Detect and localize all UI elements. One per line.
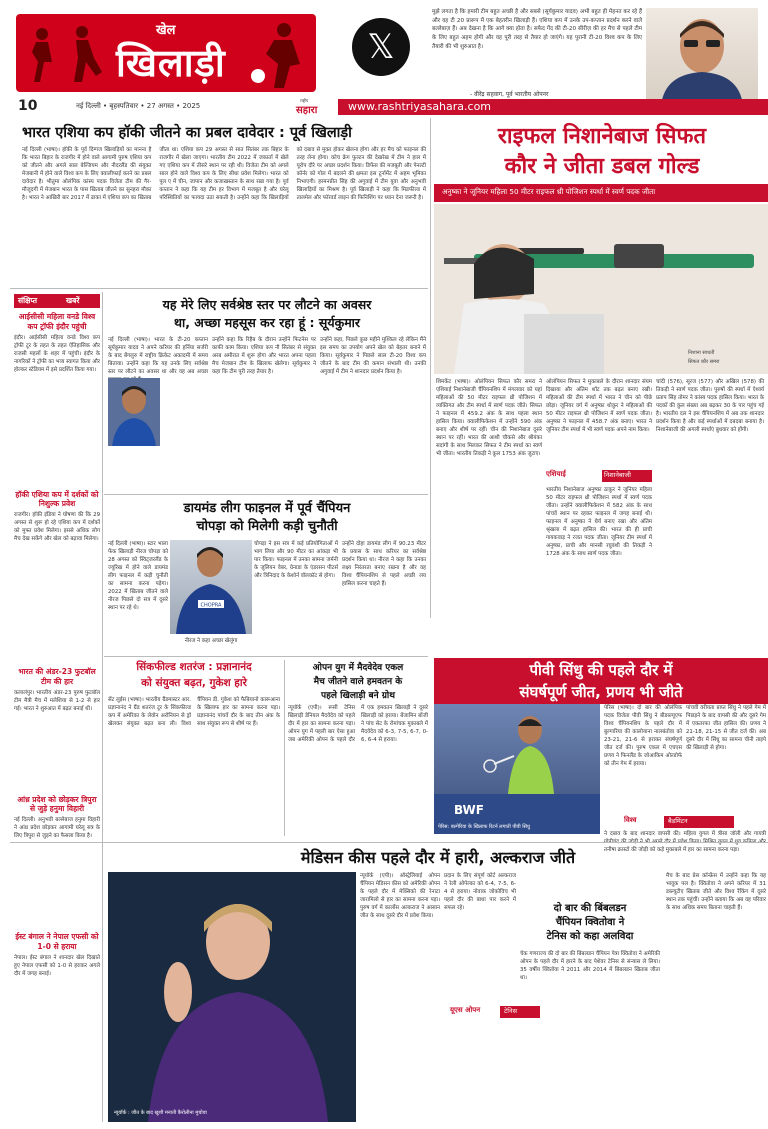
hockey-text: नई दिल्ली (भाषा)। हॉकी के पूर्व दिग्गज खिलाड़ियों का मानना है कि भारत बिहार के राजगीर में होने वाले आगामी पुरुष एशिया कप को जीतने और अगले साल बेल्जियम और नीदरलैंड की संयुक्त मेजबानी में होने वाले विश्व कप के लिए क्वालीफाई करने का प्रबल दावेदार है। भीतुमा ओलंपिक कांस्य पदक विजेता टीम की गैर-मौजूदगी में मेजबान भारत के पास खिताब जीतने का सुनहरा मौका है। भारत ने आखिरी बार 2017 में ढाका में एशिया कप का खिताब जीता था। एशिया कप 29 अगस्त से सात सितंबर तक बिहार के राजगीर में खेला जाएगा। भारतीय टीम 2022 में जकार्ता में खेले गए एशिया कप में तीसरे स्थान पर रही थी। विजेता टीम को अगले साल होने वाले विश्व कप के लिए सीधा प्रवेश मिलेगा। भारत को पूल ए में चीन, जापान और कजाखस्तान के साथ रखा गया है। पूर्व कप्तान ने कहा कि यह टीम हर विभाग में मजबूत है और घरेलू परिस्थितियों का फायदा उठा सकती है। उन्होंने कहा कि खिलाड़ियों को दबाव से मुक्त होकर खेलना होगा और हर मैच को फाइनल की तरह लेना होगा। कोच क्रेग फुल्टन की देखरेख में टीम ने हाल में यूरोप दौरे पर अच्छा प्रदर्शन किया। डिफेंस की मजबूती और पेनल्टी कॉर्नर को गोल में बदलने की क्षमता इस टूर्नामेंट में अहम भूमिका निभाएगी। हरमनप्रीत सिंह की अगुवाई में टीम युवा और अनुभवी खिलाड़ियों का मिश्रण है। पूर्व खिलाड़ी ने कहा कि मिडफील्ड में तालमेल और फॉरवर्ड लाइन की फिनिशिंग पर ध्यान देना जरूरी है।: [22, 147, 426, 201]
page-bar: [0, 98, 768, 116]
brief-body: नेपाल। ईस्ट बंगाल ने शानदार खेल दिखाते हुए नेपाल एफसी को 1-0 से हराकर अगले दौर में जगह बनाई।: [14, 954, 100, 977]
surya-divider: [104, 494, 428, 495]
alcaraz-body-1: न्यूयॉर्क (एपी)। ऑस्ट्रेलियाई ओपन चैंपियन मेडिसन कीस को अमेरिकी ओपन के पहले दौर में मेक्सिको की रेनाटा जारामिलो से हार का सामना करना पड़ा। पुरुष वर्ग में कार्लोस अल्कराज ने आसान जीत के साथ दूसरे दौर में प्रवेश किया।: [360, 873, 440, 919]
usopen-headline-3: पहले खिलाड़ी बने ग्रोथ: [321, 691, 395, 701]
shooting-caption-1: निशाना साधतीं: [688, 350, 715, 356]
chess-body: सेंट लुईस (भाषा)। भारतीय ग्रैंडमास्टर आर. प्रज्ञानानंद ने ग्रैंड शतरंज टूर के सिंकफील्ड कप में अमेरिका के लेवोन अरोनियन से ड्रॉ खेलकर संयुक्त बढ़त बना ली। विश्व चैंपियन डी. गुकेश को फैबियानो कारूआना के खिलाफ हार का सामना करना पड़ा। प्रज्ञानानंद पांचवें दौर के बाद तीन अंक के साथ संयुक्त रूप से शीर्ष पर हैं।: [108, 697, 280, 727]
shooting-caption-2: सिफत कौर समरा: [688, 359, 720, 365]
shooting-subhead: अनुष्का ने जूनियर महिला 50 मीटर राइफल थ्री पोजिशन स्पर्धा में स्वर्ण पदक जीता: [442, 187, 656, 196]
alcaraz-body-2: प्रदान के लिए संपूर्ण कोर्ट अल्कराज ने रेली ओपेल्का को 6-4, 7-5, 6-4 से हराया। नोवाक जोकोविच भी पहले दौर की बाधा पार करने में सफल रहे।: [444, 873, 516, 911]
usopen-headline-1: ओपन युग में मैदवेदेव एकल: [312, 663, 404, 673]
svg-text:BWF: BWF: [454, 803, 484, 817]
hockey-headline: भारत एशिया कप हॉकी जीतने का प्रबल दावेदार : पूर्व खिलाड़ी: [22, 125, 352, 141]
brief-tab-right: खबरें: [66, 296, 80, 305]
chess-divider: [284, 660, 285, 836]
sindhu-photo: [434, 704, 600, 834]
shooting-body-1: शिमकेंट (भाषा)। ओलंपियन सिफत कौर समरा ने एशियाई निशानेबाजी चैंपियनशिप में मंगलवार को यहां महिलाओं की 50 मीटर राइफल थ्री पोजिशन में व्यक्तिगत और टीम स्पर्धा में स्वर्ण पदक जीते। सिफत ने फाइनल में 459.2 अंक के साथ पहला स्थान हासिल किया। क्वालीफिकेशन में उन्होंने 590 अंक बनाए और शीर्ष पर रहीं। चीन की निशानेबाज दूसरे स्थान पर रहीं। भारत की आशी चौकसे और श्रीयंका सदांगी के साथ मिलकर सिफत ने टीम स्पर्धा का स्वर्ण भी जीता। भारतीय तिकड़ी ने कुल 1753 अंक जुटाए।: [436, 379, 542, 457]
brief-items: [14, 312, 100, 1117]
sindhu-tag-left: विश्व: [624, 816, 637, 824]
brief-item: [14, 932, 100, 1054]
sports-silhouettes-icon: [22, 22, 112, 86]
kvitova-sub: [520, 900, 660, 942]
neeraj-headline-2: चोपड़ा को मिलेगी कड़ी चुनौती: [196, 519, 338, 534]
neeraj-body-3: उन्होंने दोहा डायमंड लीग में 90.23 मीटर के प्रयास के साथ करियर का सर्वश्रेष्ठ प्रदर्शन किया था। नीरज ने कहा कि उनका लक्ष्य निरंतरता बनाए रखना है और वह विश्व चैंपियनशिप से पहले अच्छी लय हासिल करना चाहते हैं।: [342, 541, 426, 587]
brief-body: राजगीर। हॉकी इंडिया ने घोषणा की कि 29 अगस्त से शुरू हो रहे एशिया कप में दर्शकों को मुफ्त प्रवेश मिलेगा। इससे अधिक लोग मैच देख सकेंगे और खेल को बढ़ावा मिलेगा।: [14, 512, 100, 542]
alcaraz-body-4: मैच के बाद प्रेस कॉन्फ्रेंस में उन्होंने कहा कि यह भावुक पल है। क्वितोवा ने अपने करियर में 31 डब्ल्यूटीए खिताब जीते और विश्व रैंकिंग में दूसरे स्थान तक पहुंचीं। उन्होंने बताया कि अब वह परिवार के साथ अधिक समय बिताना चाहती हैं।: [666, 873, 766, 911]
sindhu-headline-1: पीवी सिंधु की पहले दौर में: [434, 658, 768, 682]
surya-body-3: उन्होंने कहा, पिछले कुछ महीने मुश्किल रहे लेकिन मैंने इस समय का उपयोग अपने खेल को बेहतर बनाने में किया। सूर्यकुमार ने पिछले साल टी-20 विश्व कप जीतने के बाद टीम की कमान संभाली थी। उनकी अगुवाई में टीम ने शानदार प्रदर्शन किया है।: [320, 337, 426, 375]
sindhu-tag: [604, 816, 768, 828]
shooting-photo: [434, 204, 768, 374]
sindhu-body-2: पांचवीं वरीयता प्राप्त सिंधु ने पहले गेम में पिछड़ने के बाद वापसी की और दूसरे गेम में एकतरफा जीत हासिल की। प्रणय ने 21-18, 21-15 से जीत दर्ज की। अब दूसरे दौर में सिंधु का सामना चीनी ताइपे की खिलाड़ी से होगा।: [686, 705, 766, 751]
brief-item: [14, 312, 100, 484]
athlete-silhouette-icon: [244, 20, 312, 90]
brief-body: नई दिल्ली। अनुभवी बल्लेबाज हनुमा विहारी ने आंध्र प्रदेश छोड़कर आगामी घरेलू सत्र के लिए त्रिपुरा से जुड़ने का फैसला किया है।: [14, 817, 100, 839]
brand-small: राष्ट्रीय: [300, 98, 309, 103]
shooting-headline-2: कौर ने जीता डबल गोल्ड: [504, 154, 700, 179]
sindhu-body-1: पेरिस (भाषा)। दो बार की ओलंपिक पदक विजेता पीवी सिंधु ने बीडब्ल्यूएफ विश्व चैंपियनशिप के पहले दौर में बुल्गारिया की कालोयाना नालबंतोवा को 23-21, 21-6 से हराकर संघर्षपूर्ण जीत दर्ज की। पुरुष एकल में एचएस प्रणय ने फिनलैंड के जोआकिम ओल्डोर्फ को तीन गेम में हराया।: [604, 705, 682, 767]
svg-text:CHOPRA: CHOPRA: [200, 602, 222, 609]
usopen-body: न्यूयॉर्क (एपी)। रूसी टेनिस खिलाड़ी डेनियल मैदवेदेव को पहले दौर में हार का सामना करना पड़ा। ओपन युग में पहली बार ऐसा हुआ जब अमेरिकी ओपन के पहले दौर में एक हमवतन खिलाड़ी ने दूसरे खिलाड़ी को हराया। बेंजामिन बोंजी ने पांच सेट के रोमांचक मुकाबले में मैदवेदेव को 6-3, 7-5, 6-7, 0-6, 6-4 से हराया।: [288, 705, 428, 743]
surya-body-1b: [162, 378, 208, 446]
neeraj-body-1: नई दिल्ली (भाषा)। स्टार भाला फेंक खिलाड़ी नीरज चोपड़ा को 28 अगस्त को स्विट्जरलैंड के ज्यूरिख में होने वाले डायमंड लीग फाइनल में कड़ी चुनौती का सामना करना पड़ेगा। 2022 में खिताब जीतने वाले नीरज पिछले दो सत्र में दूसरे स्थान पर रहे थे।: [108, 541, 168, 611]
alcaraz-tag-right: टेनिस: [500, 1006, 540, 1018]
shooting-body-2: ओलंपियन सिफत ने मुकाबले के दौरान शानदार संयम दिखाया और अंतिम शॉट तक बढ़त बनाए रखी। महिलाओं की टीम स्पर्धा में भारत ने चीन को पीछे छोड़ा। जूनियर वर्ग में अनुष्का थोकुर ने महिलाओं की 50 मीटर राइफल थ्री पोजिशन में स्वर्ण पदक जीता। अनुष्का ने फाइनल में 458.7 अंक बनाए। भारत ने जूनियर टीम स्पर्धा में भी स्वर्ण पदक अपने नाम किया।: [546, 379, 652, 433]
sindhu-tag-right: बैडमिंटन: [664, 816, 734, 828]
brief-title: हॉकी एशिया कप में दर्शकों को निशुल्क प्रवेश: [15, 489, 99, 509]
surya-body-1-cont: [108, 450, 208, 490]
website-bar: [338, 99, 768, 115]
alcaraz-photo: [108, 872, 356, 1122]
shooting-headline-1: राइफल निशानेबाज सिफत: [497, 124, 707, 149]
surya-headline-1: यह मेरे लिए सर्वश्रेष्ठ स्तर पर लौटने का अवसर: [162, 297, 372, 312]
brief-title: आईसीसी महिला वनडे विश्व कप ट्रॉफी इंदौर पहुंची: [18, 312, 96, 331]
sindhu-headline-2: संघर्षपूर्ण जीत, प्रणय भी जीते: [434, 680, 768, 704]
neeraj-body-2: चोपड़ा ने इस सत्र में कई प्रतियोगिताओं में भाग लिया और 90 मीटर का आंकड़ा भी पार किया। फाइनल में उनका सामना जर्मनी के जूलियन वेबर, ग्रेनाडा के एंडरसन पीटर्स और त्रिनिदाद के केशोर्न वॉलकॉट से होगा।: [254, 541, 338, 579]
neeraj-divider: [104, 656, 428, 657]
usopen-body-wrap: [288, 704, 428, 836]
shooting-tag: [546, 470, 652, 482]
kvitova-sub-2: चैंपियन क्वितोवा ने: [555, 917, 625, 928]
brief-title: आंध्र प्रदेश को छोड़कर त्रिपुरा से जुड़े हनुमा विहारी: [17, 794, 97, 814]
neeraj-caption: नीरज ने कहा अच्छा खेलूंगा: [184, 638, 238, 644]
quote-author: - वीरेंद्र सहवाग, पूर्व भारतीय ओपनर: [470, 91, 549, 98]
brief-divider: [102, 292, 103, 1122]
shooting-subhead-bar: [434, 184, 768, 202]
website: www.rashtriyasahara.com: [348, 100, 492, 113]
alcaraz-caption: न्यूयॉर्क : जीत के बाद खुशी मनाती कैरोलीना मुचोवा: [114, 1110, 207, 1116]
usopen-headline-2: मैच जीतने वाले हमवतन के: [313, 677, 403, 687]
alcaraz-tag-left: यूएस ओपन: [450, 1006, 481, 1014]
hockey-divider: [10, 288, 428, 289]
brief-item: [14, 795, 100, 927]
section-small: खेल: [156, 23, 176, 38]
brand-big: सहारा: [296, 105, 318, 116]
shooting-tag-right: निशानेबाजी: [602, 470, 652, 482]
sehwag-photo: [646, 8, 758, 100]
alcaraz-body-3: चेक गणराज्य की दो बार की बिंबलडन चैंपियन पेत्रा क्वितोवा ने अमेरिकी ओपन के पहले दौर में हारने के बाद पेशेवर टेनिस से संन्यास ले लिया। 35 वर्षीय क्वितोवा ने 2011 और 2014 में बिंबलडन खिताब जीता था।: [520, 951, 660, 981]
chess-headline-2: को संयुक्त बढ़त, गुकेश हारे: [141, 677, 247, 689]
kvitova-sub-1: दो बार की बिंबलडन: [553, 903, 627, 914]
kvitova-sub-3: टेनिस को कहा अलविदा: [546, 931, 634, 942]
sindhu-body-3: ने दबाव के बाद शानदार वापसी की। महिला युगल में त्रीसा जॉली और गायत्री तनीषा क्रास्टो की जोड़ी को कड़े मुकाबले में हार का सामना करना पड़ा।: [604, 831, 766, 853]
surya-body-1: नई दिल्ली (भाषा)। भारत के टी-20 कप्तान सूर्यकुमार यादव ने अपने करियर की हर्निया सर्जरी के बाद बेंगलुरु में राष्ट्रीय क्रिकेट अकादमी में समय बिताया। उन्होंने कहा कि यह उनके लिए सर्वश्रेष्ठ स्तर पर लौटने का अवसर था और वह अब अच्छा: [108, 337, 208, 375]
section-big: खिलाड़ी: [116, 41, 226, 85]
masthead: [0, 0, 768, 116]
neeraj-headline-1: डायमंड लीग फाइनल में पूर्व चैंपियन: [183, 501, 351, 516]
page-number: 10: [18, 98, 38, 114]
hockey-body: [22, 146, 426, 286]
x-logo-icon: 𝕏: [352, 18, 410, 76]
shooting-body-3: भारतीय निशानेबाज अनुष्का ठाकुर ने जूनियर महिला 50 मीटर राइफल थ्री पोजिशन स्पर्धा में स्वर्ण पदक जीता। उन्होंने क्वालीफिकेशन में 582 अंक के साथ पांचवें स्थान पर रहकर फाइनल में जगह बनाई थी। फाइनल में अनुष्का ने धैर्य बनाए रखा और अंतिम श्रृंखला में बढ़त हासिल की। भारत की ही प्राची गायकवाड़ ने रजत पदक जीता। जूनियर टीम स्पर्धा में अनुष्का, प्राची और मानसी रघुवंशी की तिकड़ी ने 1728 अंक के साथ स्वर्ण पदक जीता।: [546, 487, 652, 557]
brief-body: कलालंपुर। भारतीय अंडर-23 पुरुष फुटबॉल टीम मैत्री मैच में मलेशिया से 1-2 से हार गई। भारत ने शुरुआत में बढ़त बनाई थी।: [14, 689, 100, 712]
chess-headline-1: सिंकफील्ड शतरंज : प्रज्ञानानंद: [136, 661, 252, 673]
dateline: नई दिल्ली • बृहस्पतिवार • 27 अगस्त • 2025: [76, 102, 201, 110]
surya-photo: [108, 378, 160, 446]
brief-item: [14, 667, 100, 789]
masthead-quote: मुझे लगता है कि हमारी टीम बहुत अच्छी है और सबसे (सूर्यकुमार यादव) अभी बहुत ही मेहनत कर रहे हैं और वह टी 20 प्रारूप में एक बेहतरीन खिलाड़ी हैं। एशिया कप में उनके उप-कप्तान प्रदर्शन करने वाले बल्लेबाज़ हैं। अब देखना है कि आगे क्या होता है। सफेद गेंद की टी-20 सीरीज़ की हर मैच से पहले टीम के लिए बहुत अहम होगी और वह पूरी तरह से तैयार हो जाएंगे। यह पुरानी टी-20 विश्व कप के लिए तैयारी की भी शुरुआत है।: [432, 9, 642, 50]
brief-tab: [14, 294, 100, 308]
sindhu-caption: पेरिस: बल्गेरिया के खिलाफ रिटर्न लगाती पीवी सिंधु: [438, 824, 530, 830]
sindhu-divider: [10, 842, 768, 843]
brief-title: ईस्ट बंगाल ने नेपाल एफसी को 1-0 से हराया: [15, 932, 99, 951]
brief-title: भारत की अंडर-23 फुटबॉल टीम की हार: [18, 667, 96, 686]
section-logo: [16, 14, 316, 92]
shooting-divider: [430, 118, 431, 618]
brief-item: [14, 490, 100, 662]
surya-body-2: उन्होंने कहा कि रिहैब के दौरान उन्होंने फिटनेस पर काफी काम किया। एशिया कप नौ सितंबर से संयुक्त अरब अमीरात में शुरू होगा और भारत अपना पहला मैच मेजबान टीम के खिलाफ खेलेगा। सूर्यकुमार ने कहा कि टीम पूरी तरह तैयार है।: [212, 337, 316, 375]
surya-headline-2: था, अच्छा महसूस कर रहा हूं : सूर्यकुमार: [173, 315, 361, 330]
shooting-tag-left: एशियाई: [546, 470, 566, 478]
shooting-body-4: चांदी (576), सूरज (577) और अखिल (578) की तिकड़ी ने स्वर्ण पदक जीता। पुरुषों की स्पर्धा में ऐश्वर्य प्रताप सिंह तोमर ने कांस्य पदक हासिल किया। भारत के पदकों की कुल संख्या अब बढ़कर 30 के पार पहुंच गई है। भारतीय दल ने इस चैंपियनशिप में अब तक शानदार प्रदर्शन किया है और कई स्पर्धाओं में दबदबा बनाया है। निशानेबाजी की अगली स्पर्धाएं बुधवार को होंगी।: [656, 379, 764, 433]
chess-body-wrap: [108, 696, 280, 836]
neeraj-photo: [170, 540, 252, 634]
brief-tab-left: संक्षिप्त: [18, 296, 37, 305]
alcaraz-headline: मेडिसन कीस पहले दौर में हारी, अल्कराज जीते: [300, 848, 576, 867]
brief-body: इंदौर। आईसीसी महिला वनडे विश्व कप ट्रॉफी टूर के तहत के तहत ऐतिहासिक और राजसी महलों के शहर में पहुंची। इंदौर के नागरिकों ने ट्रॉफी का भव्य स्वागत किया और होल्कर स्टेडियम में इसे प्रदर्शित किया गया।: [14, 334, 100, 373]
